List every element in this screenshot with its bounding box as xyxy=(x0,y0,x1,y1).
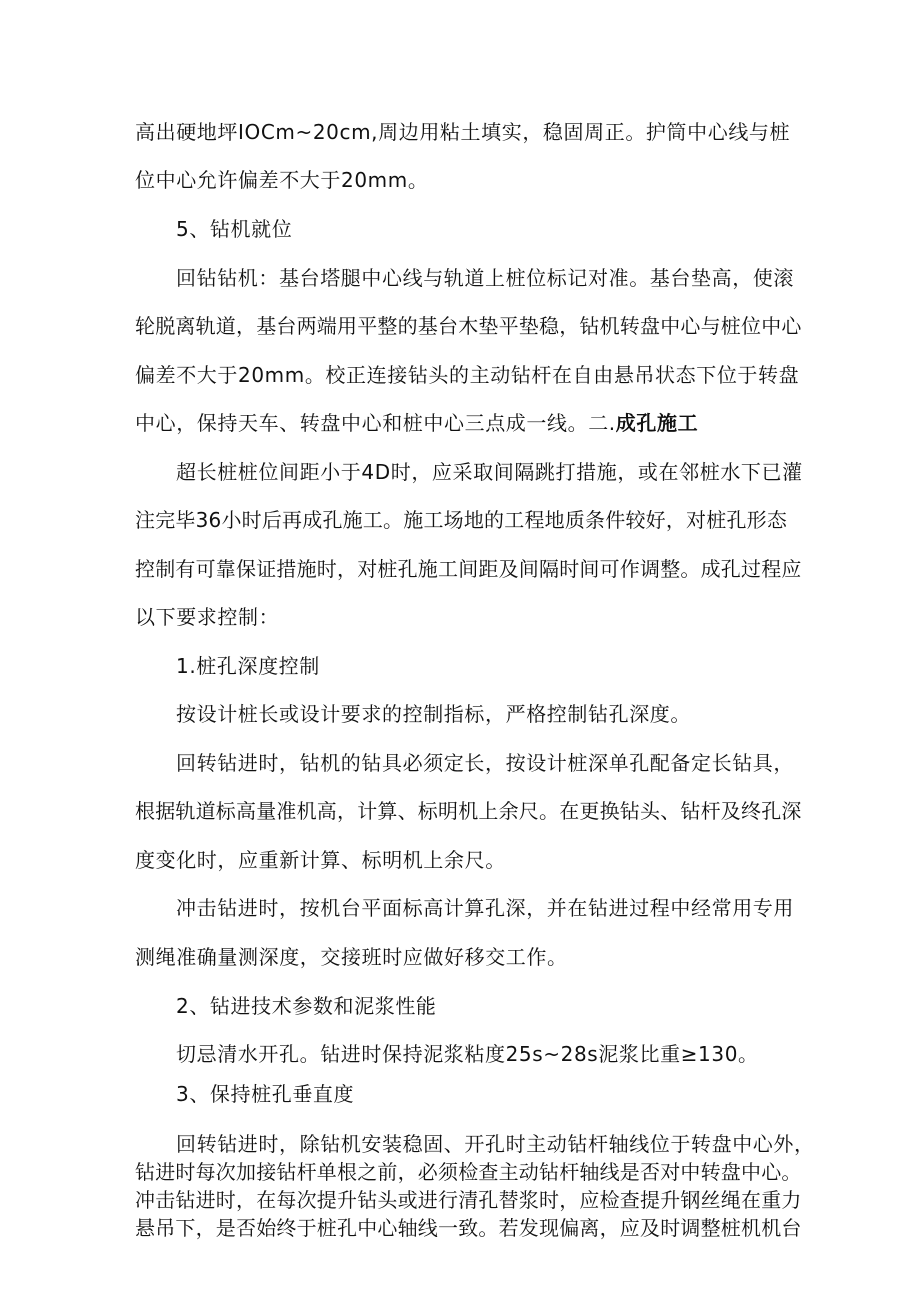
paragraph-line: 偏差不大于20mm。校正连接钻头的主动钻杆在自由悬吊状态下位于转盘 xyxy=(135,363,800,387)
paragraph-line: 根据轨道标高量准机高，计算、标明机上余尺。在更换钻头、钻杆及终孔深 xyxy=(135,799,802,823)
paragraph-line: 回转钻进时，钻机的钻具必须定长，按设计桩深单孔配备定长钻具， xyxy=(176,751,794,775)
subsection-heading-2: 2、钻进技术参数和泥浆性能 xyxy=(176,994,437,1018)
paragraph-line: 悬吊下，是否始终于桩孔中心轴线一致。若发现偏离，应及时调整桩机机台 xyxy=(135,1216,802,1240)
paragraph-line: 注完毕36小时后再成孔施工。施工场地的工程地质条件较好，对桩孔形态 xyxy=(135,508,788,532)
paragraph-line: 冲击钻进时，按机台平面标高计算孔深，并在钻进过程中经常用专用 xyxy=(176,896,794,920)
paragraph-line: 钻进时每次加接钻杆单根之前，必须检查主动钻杆轴线是否对中转盘中心。 xyxy=(135,1160,802,1184)
paragraph-line: 测绳准确量测深度，交接班时应做好移交工作。 xyxy=(135,945,568,969)
paragraph-line: 以下要求控制： xyxy=(135,605,280,629)
paragraph-line: 轮脱离轨道，基台两端用平整的基台木垫平垫稳，钻机转盘中心与桩位中心 xyxy=(135,314,802,338)
subsection-heading-1: 1.桩孔深度控制 xyxy=(176,654,320,678)
paragraph-line: 回转钻进时，除钻机安装稳固、开孔时主动钻杆轴线位于转盘中心外， xyxy=(176,1132,815,1156)
section-heading-2: 成孔施工 xyxy=(615,411,699,435)
paragraph-line: 度变化时，应重新计算、标明机上余尺。 xyxy=(135,848,506,872)
paragraph-line: 控制有可靠保证措施时，对桩孔施工间距及间隔时间可作调整。成孔过程应 xyxy=(135,557,802,581)
section-heading-5: 5、钻机就位 xyxy=(176,217,293,241)
paragraph-line: 高出硬地坪IOCm~20cm,周边用粘土填实，稳固周正。护筒中心线与桩 xyxy=(135,120,791,144)
paragraph-line xyxy=(135,409,698,437)
paragraph-line: 位中心允许偏差不大于20mm。 xyxy=(135,168,429,192)
paragraph-text: 中心，保持天车、转盘中心和桩中心三点成一线。二. xyxy=(135,411,616,435)
subsection-heading-3: 3、保持桩孔垂直度 xyxy=(176,1082,355,1106)
paragraph-line: 超长桩桩位间距小于4D时，应采取间隔跳打措施，或在邻桩水下已灌 xyxy=(176,460,803,484)
paragraph-line: 冲击钻进时，在每次提升钻头或进行清孔替浆时，应检查提升钢丝绳在重力 xyxy=(135,1188,802,1212)
paragraph-line: 按设计桩长或设计要求的控制指标，严格控制钻孔深度。 xyxy=(176,702,691,726)
paragraph-line: 切忌清水开孔。钻进时保持泥浆粘度25s~28s泥浆比重≥130。 xyxy=(176,1042,759,1066)
paragraph-line: 回钻钻机：基台塔腿中心线与轨道上桩位标记对准。基台垫高，使滚 xyxy=(176,266,794,290)
